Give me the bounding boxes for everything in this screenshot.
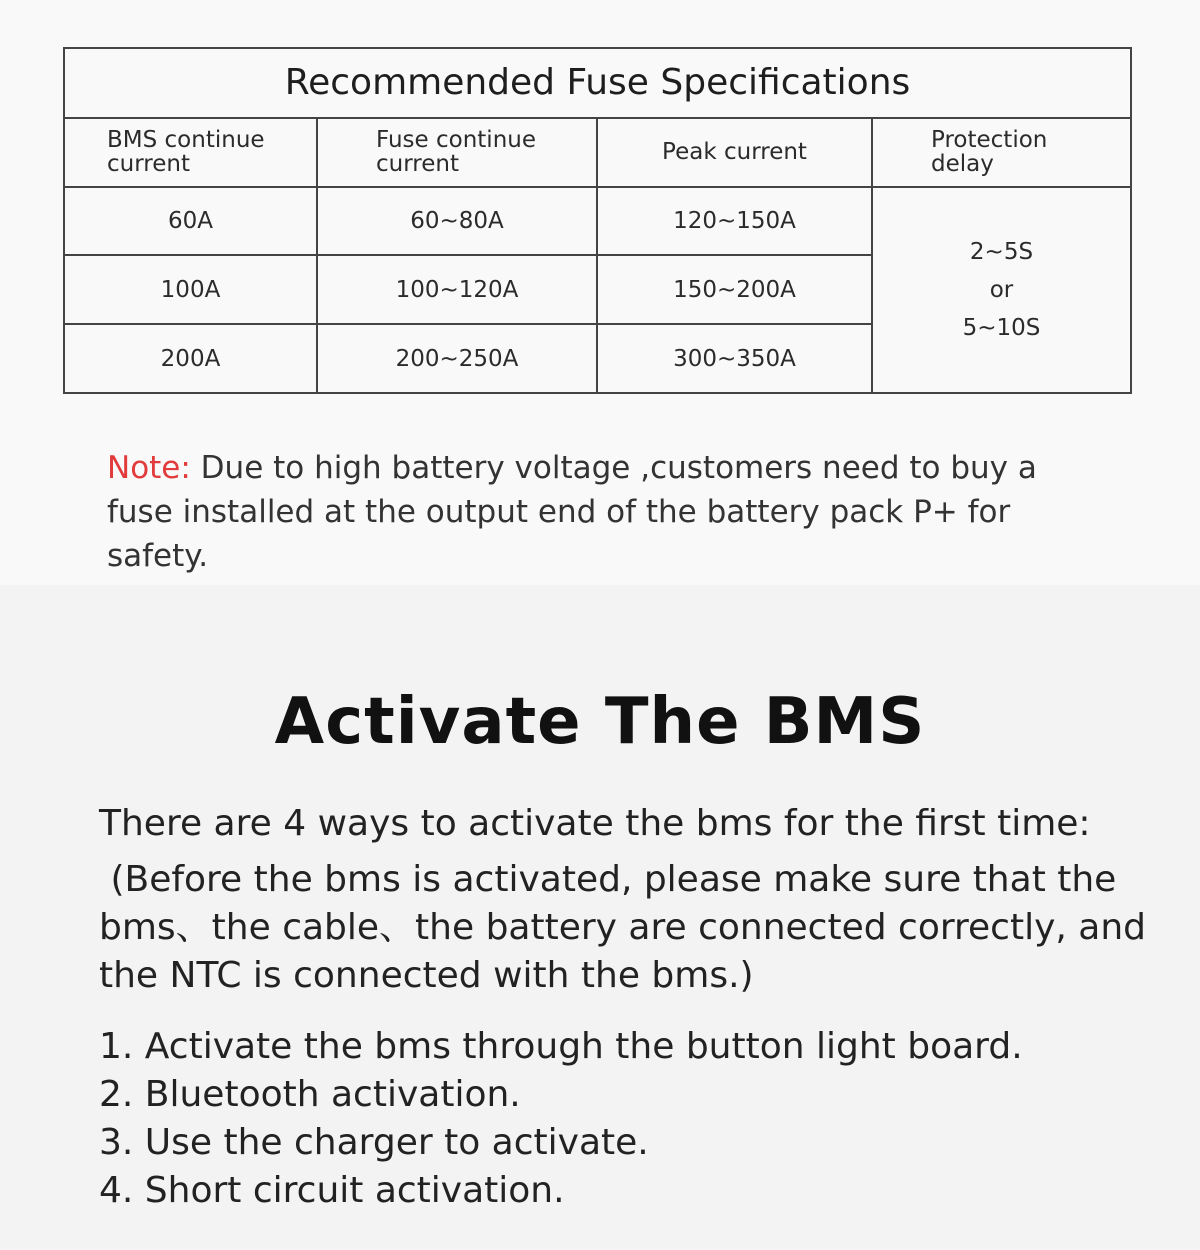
safety-note <box>107 446 1107 578</box>
cell-bms-current: 100A <box>64 255 317 324</box>
header-fuse-continue-current: Fuse continue current <box>317 118 597 187</box>
activation-intro: There are 4 ways to activate the bms for the first time: <box>99 803 1091 844</box>
list-item: 3. Use the charger to activate. <box>99 1122 649 1163</box>
note-label: Note: <box>107 450 191 486</box>
list-item: 1. Activate the bms through the button light board. <box>99 1026 1023 1067</box>
cell-protection-delay: 2~5S or 5~10S <box>872 187 1131 393</box>
cell-fuse-current: 100~120A <box>317 255 597 324</box>
cell-peak-current: 120~150A <box>597 187 872 256</box>
list-item: 4. Short circuit activation. <box>99 1170 565 1211</box>
cell-peak-current: 150~200A <box>597 255 872 324</box>
activation-precondition: (Before the bms is activated, please make sure that the bms、the cable、the battery are connected correctly, and the NTC is connected with the bms.) <box>99 859 1158 996</box>
fuse-spec-table <box>63 47 1132 394</box>
cell-fuse-current: 200~250A <box>317 324 597 393</box>
activation-methods-list <box>99 1023 1139 1215</box>
header-protection-delay: Protection delay <box>872 118 1131 187</box>
cell-peak-current: 300~350A <box>597 324 872 393</box>
note-text: Due to high battery voltage ,customers need to buy a fuse installed at the output end of the battery pack P+ for safety. <box>107 450 1037 574</box>
list-item: 2. Bluetooth activation. <box>99 1074 521 1115</box>
cell-bms-current: 60A <box>64 187 317 256</box>
table-row <box>64 187 1131 256</box>
table-title: Recommended Fuse Specifications <box>64 48 1131 118</box>
header-bms-continue-current: BMS continue current <box>64 118 317 187</box>
cell-bms-current: 200A <box>64 324 317 393</box>
cell-fuse-current: 60~80A <box>317 187 597 256</box>
section-title: Activate The BMS <box>274 685 926 759</box>
header-peak-current: Peak current <box>597 118 872 187</box>
